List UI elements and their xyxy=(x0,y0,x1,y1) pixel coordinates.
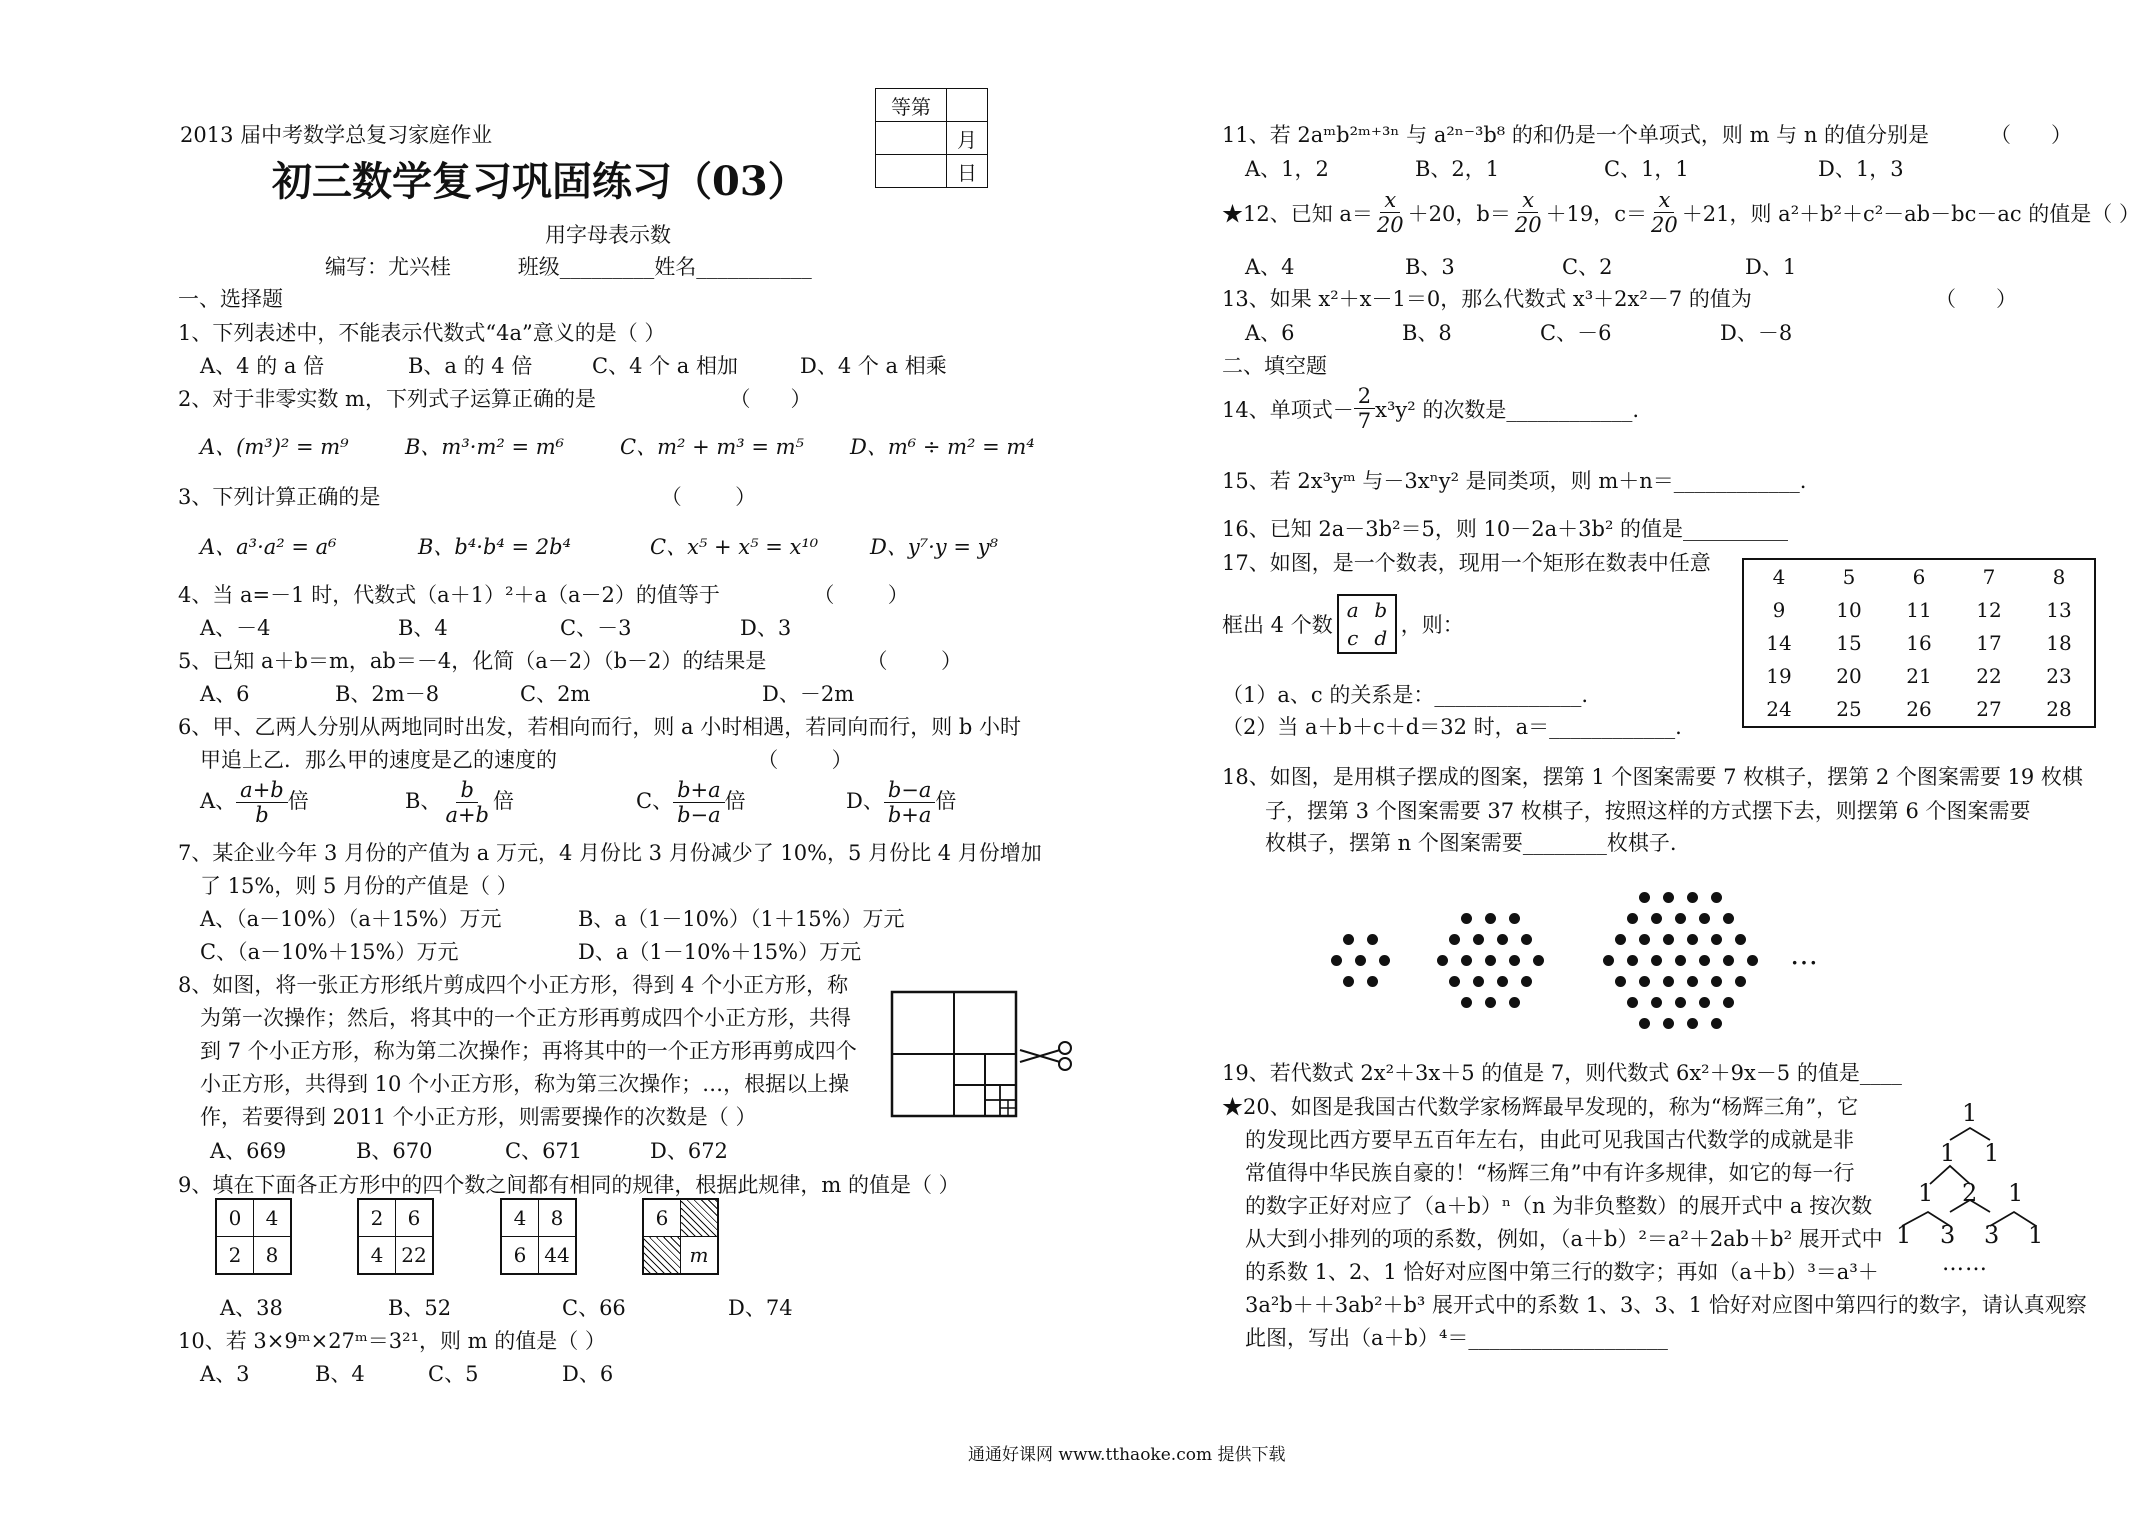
triangle-row2-1: 1 xyxy=(1940,1139,1956,1167)
q10: 10、若 3×9ᵐ×27ᵐ＝3²¹，则 m 的值是（ ） xyxy=(178,1329,606,1353)
triangle-row4-2: 3 xyxy=(1940,1221,1956,1249)
q3-option-a: A、a³·a² = a⁶ xyxy=(200,535,337,559)
q6-option-c: C、 $\frac{b+a}{b-a}$ 倍 xyxy=(636,778,746,827)
section-choice: 一、选择题 xyxy=(178,287,283,311)
q9: 9、填在下面各正方形中的四个数之间都有相同的规律，根据此规律，m 的值是（ ） xyxy=(178,1173,960,1197)
q18-dot-patterns xyxy=(1300,870,1940,1050)
number-cell: 16 xyxy=(1906,630,1932,655)
q13-option-c: C、－6 xyxy=(1540,321,1612,345)
q20-line4: 的数字正好对应了（a＋b）ⁿ（n 为非负整数）的展开式中 a 按次数 xyxy=(1245,1194,1873,1218)
q13-option-d: D、－8 xyxy=(1720,321,1793,345)
chess-piece-dot xyxy=(1615,976,1626,987)
q8-line4: 小正方形，共得到 10 个小正方形，称为第三次操作；…，根据以上操 xyxy=(200,1072,850,1096)
chess-piece-dot xyxy=(1367,934,1378,945)
month-cell: 月 xyxy=(947,122,988,155)
q6-option-b: B、 $\frac{b}{a+b}$ 倍 xyxy=(405,778,514,827)
number-cell: 6 xyxy=(1912,564,1926,589)
q11-option-d: D、1，3 xyxy=(1818,157,1904,181)
q7-option-a: A、（a－10%）（a＋15%）万元 xyxy=(200,907,502,931)
section-fill: 二、填空题 xyxy=(1222,354,1327,378)
number-cell: 13 xyxy=(2046,597,2072,622)
number-cell: 24 xyxy=(1766,697,1792,722)
date-grade-box xyxy=(875,88,988,188)
chess-piece-dot xyxy=(1615,934,1626,945)
chess-piece-dot xyxy=(1663,1018,1674,1029)
chess-piece-dot xyxy=(1747,955,1758,966)
q14: 14、单项式－ $\frac{2}{7}$ x³y² 的次数是____________. xyxy=(1222,384,1640,433)
q11-paren: （ ） xyxy=(1990,123,2073,147)
number-cell: 18 xyxy=(2046,630,2072,655)
number-cell: 27 xyxy=(1976,697,2002,722)
number-cell: 5 xyxy=(1842,564,1856,589)
q6-option-d: D、 $\frac{b-a}{b+a}$ 倍 xyxy=(846,778,957,827)
chess-piece-dot xyxy=(1485,997,1496,1008)
q20-line3: 常值得中华民族自豪的！“杨辉三角”中有许多规律，如它的每一行 xyxy=(1245,1161,1855,1185)
triangle-row2-2: 1 xyxy=(1984,1139,2000,1167)
q2: 2、对于非零实数 m，下列式子运算正确的是 （ ） xyxy=(178,387,812,411)
q8-option-c: C、671 xyxy=(505,1139,583,1163)
number-cell: 4 xyxy=(1772,564,1786,589)
chess-piece-dot xyxy=(1723,997,1734,1008)
chess-piece-dot xyxy=(1627,913,1638,924)
q1-option-b: B、a 的 4 倍 xyxy=(408,354,533,378)
q2-option-c: C、m² + m³ = m⁵ xyxy=(620,435,804,459)
q7-line1: 7、某企业今年 3 月份的产值为 a 万元，4 月份比 3 月份减少了 10%，5 月份比 4 月份增加 xyxy=(178,841,1042,865)
q4-option-a: A、－4 xyxy=(200,616,271,640)
q17-number-table xyxy=(1742,558,2096,728)
q12-option-a: A、4 xyxy=(1245,255,1295,279)
q3-option-b: B、b⁴·b⁴ = 2b⁴ xyxy=(418,535,571,559)
number-cell: 19 xyxy=(1766,664,1792,689)
q5-option-d: D、－2m xyxy=(762,682,855,706)
triangle-row4-1: 1 xyxy=(1896,1221,1912,1249)
chess-piece-dot xyxy=(1521,976,1532,987)
scissors-icon xyxy=(1020,1042,1071,1070)
chess-piece-dot xyxy=(1521,934,1532,945)
q7-option-c: C、（a－10%＋15%）万元 xyxy=(200,940,459,964)
q9-square-3: 4 8 6 44 xyxy=(500,1198,577,1275)
q9-option-d: D、74 xyxy=(728,1296,793,1320)
chess-piece-dot xyxy=(1509,997,1520,1008)
q20-line2: 的发现比西方要早五百年左右，由此可见我国古代数学的成就是非 xyxy=(1245,1128,1854,1152)
number-cell: 23 xyxy=(2046,664,2072,689)
q9-option-a: A、38 xyxy=(220,1296,283,1320)
q18-line2: 子，摆第 3 个图案需要 37 枚棋子，按照这样的方式摆下去，则摆第 6 个图案需要 xyxy=(1265,799,2031,823)
q20-line6: 的系数 1、2、1 恰好对应图中第三行的数字；再如（a＋b）³＝a³＋ xyxy=(1245,1260,1879,1284)
number-cell: 26 xyxy=(1906,697,1932,722)
chess-piece-dot xyxy=(1449,934,1460,945)
chess-piece-dot xyxy=(1687,976,1698,987)
chess-piece-dot xyxy=(1497,934,1508,945)
number-cell: 14 xyxy=(1766,630,1792,655)
chess-piece-dot xyxy=(1473,976,1484,987)
q8-option-b: B、670 xyxy=(356,1139,433,1163)
chess-piece-dot xyxy=(1639,1018,1650,1029)
q7-option-b: B、a（1－10%）（1＋15%）万元 xyxy=(578,907,905,931)
q13-paren: （ ） xyxy=(1935,287,2018,311)
chess-piece-dot xyxy=(1711,1018,1722,1029)
chess-piece-dot xyxy=(1437,955,1448,966)
q13: 13、如果 x²＋x－1＝0，那么代数式 x³＋2x²－7 的值为 xyxy=(1222,287,1752,311)
triangle-row4-4: 1 xyxy=(2028,1221,2044,1249)
q10-option-c: C、5 xyxy=(428,1362,479,1386)
q15: 15、若 2x³yᵐ 与－3xⁿy² 是同类项，则 m＋n＝____________. xyxy=(1222,469,1807,493)
q11-option-a: A、1，2 xyxy=(1245,157,1329,181)
chess-piece-dot xyxy=(1699,997,1710,1008)
chess-piece-dot xyxy=(1639,934,1650,945)
chess-piece-dot xyxy=(1651,913,1662,924)
chess-piece-dot xyxy=(1675,913,1686,924)
q10-option-a: A、3 xyxy=(200,1362,250,1386)
number-cell: 7 xyxy=(1982,564,1996,589)
chess-piece-dot xyxy=(1627,955,1638,966)
chess-piece-dot xyxy=(1461,913,1472,924)
chess-piece-dot xyxy=(1711,976,1722,987)
q2-option-d: D、m⁶ ÷ m² = m⁴ xyxy=(850,435,1035,459)
chess-piece-dot xyxy=(1723,913,1734,924)
q1-option-a: A、4 的 a 倍 xyxy=(200,354,325,378)
q12: ★12、已知 a＝ $\frac{x}{20}$ ＋20，b＝ $\frac{x}{20}$ ＋19，c＝ $\frac{x}{20}$ ＋21，则 a²＋b²＋c²－ab－bc－ac 的值是（ ） xyxy=(1222,188,2140,237)
q17-abcd-box: a b c d xyxy=(1337,594,1397,654)
chess-piece-dot xyxy=(1651,955,1662,966)
chess-piece-dot xyxy=(1711,934,1722,945)
triangle-row4-3: 3 xyxy=(1984,1221,2000,1249)
q6-line1: 6、甲、乙两人分别从两地同时出发，若相向而行，则 a 小时相遇，若同向而行，则 b 小时 xyxy=(178,715,1022,739)
chess-piece-dot xyxy=(1367,976,1378,987)
chess-piece-dot xyxy=(1663,976,1674,987)
q3-option-d: D、y⁷·y = y⁸ xyxy=(870,535,998,559)
chess-piece-dot xyxy=(1461,997,1472,1008)
q13-option-b: B、8 xyxy=(1402,321,1452,345)
q12-option-c: C、2 xyxy=(1562,255,1613,279)
chess-piece-dot xyxy=(1699,955,1710,966)
chess-piece-dot xyxy=(1343,934,1354,945)
chess-piece-dot xyxy=(1663,892,1674,903)
chess-piece-dot xyxy=(1687,934,1698,945)
chess-piece-dot xyxy=(1509,955,1520,966)
triangle-row1-1: 1 xyxy=(1962,1099,1978,1127)
triangle-ellipsis: …… xyxy=(1942,1251,1988,1276)
q16: 16、已知 2a－3b²＝5，则 10－2a＋3b² 的值是__________ xyxy=(1222,517,1789,541)
chess-piece-dot xyxy=(1449,976,1460,987)
author-line: 编写：尤兴桂 班级_________姓名___________ xyxy=(325,255,812,279)
q9-square-2: 2 6 4 22 xyxy=(357,1198,434,1275)
q8-option-d: D、672 xyxy=(650,1139,728,1163)
number-cell: 22 xyxy=(1976,664,2002,689)
q19: 19、若代数式 2x²＋3x＋5 的值是 7，则代数式 6x²＋9x－5 的值是____ xyxy=(1222,1061,1902,1085)
q17-sub1: （1）a、c 的关系是：______________. xyxy=(1222,683,1588,707)
q17-sub2: （2）当 a＋b＋c＋d＝32 时，a＝____________. xyxy=(1222,715,1682,739)
chess-piece-dot xyxy=(1485,913,1496,924)
q17-line1: 17、如图，是一个数表，现用一个矩形在数表中任意 xyxy=(1222,551,1711,575)
q20-line5: 从大到小排列的项的系数，例如，（a＋b）²＝a²＋2ab＋b² 展开式中 xyxy=(1245,1227,1883,1251)
chess-piece-dot xyxy=(1343,976,1354,987)
number-cell: 12 xyxy=(1976,597,2002,622)
q12-option-d: D、1 xyxy=(1745,255,1797,279)
q6-option-a: A、 $\frac{a+b}{b}$ 倍 xyxy=(200,778,309,827)
q1: 1、下列表述中，不能表示代数式“4a”意义的是（ ） xyxy=(178,321,666,345)
q18-ellipsis: … xyxy=(1790,938,1820,971)
q4: 4、当 a=－1 时，代数式（a＋1）²＋a（a－2）的值等于 （ ） xyxy=(178,583,909,607)
q5-option-a: A、6 xyxy=(200,682,250,706)
q6-line2: 甲追上乙．那么甲的速度是乙的速度的 （ ） xyxy=(200,748,853,772)
chess-piece-dot xyxy=(1497,976,1508,987)
chess-piece-dot xyxy=(1627,997,1638,1008)
chess-piece-dot xyxy=(1735,976,1746,987)
number-cell: 20 xyxy=(1836,664,1862,689)
chess-piece-dot xyxy=(1699,913,1710,924)
number-cell: 28 xyxy=(2046,697,2072,722)
number-cell: 25 xyxy=(1836,697,1862,722)
chess-piece-dot xyxy=(1675,955,1686,966)
chess-piece-dot xyxy=(1485,955,1496,966)
triangle-row3-2: 2 xyxy=(1962,1179,1978,1207)
q5: 5、已知 a＋b＝m，ab＝－4，化简（a－2）（b－2）的结果是 （ ） xyxy=(178,649,962,673)
q8-line1: 8、如图，将一张正方形纸片剪成四个小正方形，得到 4 个小正方形，称 xyxy=(178,973,849,997)
chess-piece-dot xyxy=(1687,892,1698,903)
q11-option-c: C、1，1 xyxy=(1604,157,1689,181)
chess-piece-dot xyxy=(1639,892,1650,903)
q4-option-b: B、4 xyxy=(398,616,448,640)
chess-piece-dot xyxy=(1735,934,1746,945)
q9-option-b: B、52 xyxy=(388,1296,452,1320)
q2-option-a: A、(m³)² = m⁹ xyxy=(200,435,349,459)
q8-option-a: A、669 xyxy=(210,1139,287,1163)
chess-piece-dot xyxy=(1675,997,1686,1008)
q8-cut-square-figure xyxy=(890,990,1080,1120)
q8-line3: 到 7 个小正方形，称为第二次操作；再将其中的一个正方形再剪成四个 xyxy=(200,1039,857,1063)
day-cell: 日 xyxy=(947,155,988,188)
q3-option-c: C、x⁵ + x⁵ = x¹⁰ xyxy=(650,535,819,559)
chess-piece-dot xyxy=(1355,955,1366,966)
footer-source: 通通好课网 www.tthaoke.com 提供下载 xyxy=(968,1445,1286,1465)
q10-option-b: B、4 xyxy=(315,1362,365,1386)
q1-option-d: D、4 个 a 相乘 xyxy=(800,354,947,378)
q18-line1: 18、如图，是用棋子摆成的图案，摆第 1 个图案需要 7 枚棋子，摆第 2 个图案需要 19 枚棋 xyxy=(1222,765,2083,789)
number-cell: 11 xyxy=(1906,597,1932,622)
q5-option-b: B、2m－8 xyxy=(335,682,440,706)
q18-line3: 枚棋子，摆第 n 个图案需要________枚棋子. xyxy=(1265,831,1677,855)
q8-line5: 作，若要得到 2011 个小正方形，则需要操作的次数是（ ） xyxy=(200,1105,757,1129)
triangle-row3-1: 1 xyxy=(1918,1179,1934,1207)
q17-line2: 框出 4 个数 a b c d ，则： xyxy=(1222,594,1464,654)
q4-option-d: D、3 xyxy=(740,616,792,640)
q20-line8: 此图，写出（a＋b）⁴＝___________________ xyxy=(1245,1326,1668,1350)
homework-header: 2013 届中考数学总复习家庭作业 xyxy=(180,123,493,147)
q2-option-b: B、m³·m² = m⁶ xyxy=(405,435,565,459)
q8-line2: 为第一次操作；然后，将其中的一个正方形再剪成四个小正方形，共得 xyxy=(200,1006,851,1030)
q4-option-c: C、－3 xyxy=(560,616,632,640)
chess-piece-dot xyxy=(1663,934,1674,945)
q1-option-c: C、4 个 a 相加 xyxy=(592,354,738,378)
number-cell: 8 xyxy=(2052,564,2066,589)
q20-line1: ★20、如图是我国古代数学家杨辉最早发现的，称为“杨辉三角”，它 xyxy=(1222,1095,1859,1119)
q7-option-d: D、a（1－10%＋15%）万元 xyxy=(578,940,862,964)
q3: 3、下列计算正确的是 （ ） xyxy=(178,485,757,509)
number-cell: 10 xyxy=(1836,597,1862,622)
q9-option-c: C、66 xyxy=(562,1296,626,1320)
yanghui-triangle xyxy=(1890,1100,2070,1280)
q20-line7: 3a²b＋＋3ab²＋b³ 展开式中的系数 1、3、3、1 恰好对应图中第四行的数字，请认真观察 xyxy=(1245,1293,2087,1317)
q13-option-a: A、6 xyxy=(1245,321,1295,345)
page-subtitle: 用字母表示数 xyxy=(545,223,671,247)
q12-option-b: B、3 xyxy=(1405,255,1455,279)
chess-piece-dot xyxy=(1639,976,1650,987)
q7-line2: 了 15%，则 5 月份的产值是（ ） xyxy=(200,874,518,898)
q11: 11、若 2aᵐb²ᵐ⁺³ⁿ 与 a²ⁿ⁻³b⁸ 的和仍是一个单项式，则 m 与 n 的值分别是 xyxy=(1222,123,1930,147)
number-cell: 21 xyxy=(1906,664,1932,689)
chess-piece-dot xyxy=(1533,955,1544,966)
chess-piece-dot xyxy=(1723,955,1734,966)
q5-option-c: C、2m xyxy=(520,682,591,706)
chess-piece-dot xyxy=(1461,955,1472,966)
chess-piece-dot xyxy=(1687,1018,1698,1029)
chess-piece-dot xyxy=(1509,913,1520,924)
chess-piece-dot xyxy=(1331,955,1342,966)
number-cell: 15 xyxy=(1836,630,1862,655)
chess-piece-dot xyxy=(1473,934,1484,945)
page-title: 初三数学复习巩固练习（03） xyxy=(272,158,808,205)
grade-cell: 等第 xyxy=(876,89,947,122)
q9-square-4: 6 m xyxy=(642,1198,719,1275)
number-cell: 17 xyxy=(1976,630,2002,655)
chess-piece-dot xyxy=(1651,997,1662,1008)
chess-piece-dot xyxy=(1711,892,1722,903)
q11-option-b: B、2，1 xyxy=(1415,157,1500,181)
triangle-row3-3: 1 xyxy=(2008,1179,2024,1207)
q10-option-d: D、6 xyxy=(562,1362,614,1386)
q9-square-1: 0 4 2 8 xyxy=(215,1198,292,1275)
number-cell: 9 xyxy=(1772,597,1786,622)
chess-piece-dot xyxy=(1379,955,1390,966)
chess-piece-dot xyxy=(1603,955,1614,966)
